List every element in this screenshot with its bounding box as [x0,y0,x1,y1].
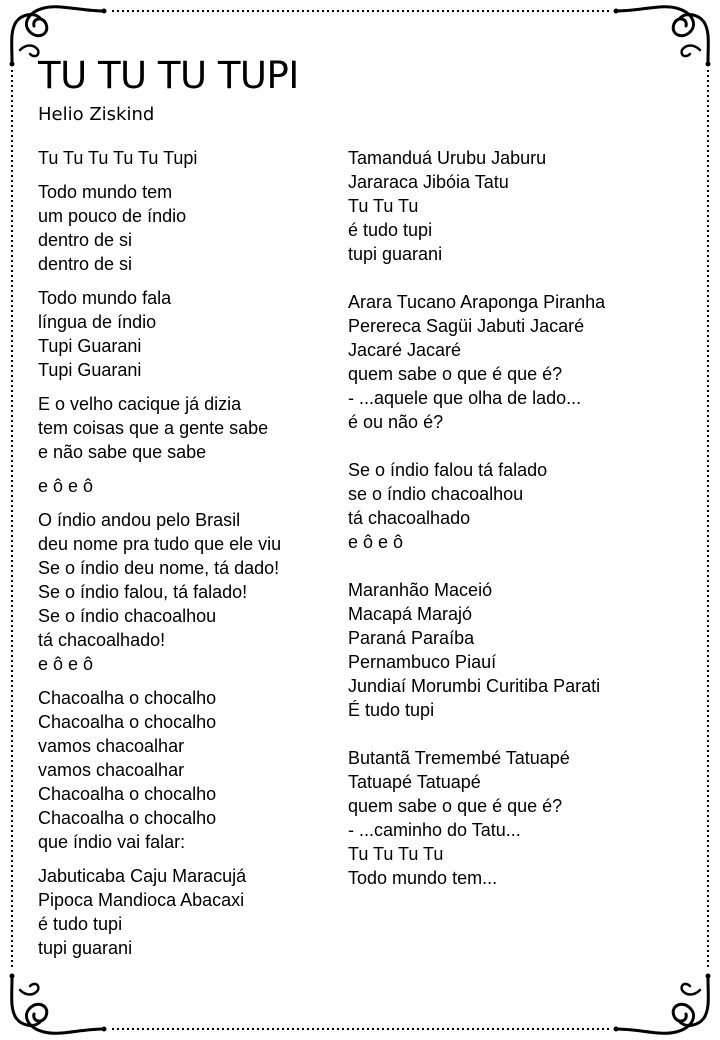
lyric-line: Todo mundo fala [38,288,172,308]
lyric-line: que índio vai falar: [38,832,186,852]
lyrics-stanza [38,392,338,464]
lyric-line: Jararaca Jibóia Tatu [348,172,509,192]
lyric-line: - ...aquele que olha de lado... [348,388,582,408]
lyrics-stanza [38,146,338,170]
lyrics-stanza [348,578,678,722]
lyric-line: vamos chacoalhar [38,760,185,780]
lyric-line: Macapá Marajó [348,604,473,624]
lyric-line: Chacoalha o chocalho [38,688,217,708]
lyric-line: Butantã Tremembé Tatuapé [348,748,570,768]
lyric-line: Se o índio falou, tá falado! [38,582,248,602]
lyric-line: Tupi Guarani [38,360,142,380]
lyric-line: tupi guarani [38,938,133,958]
lyric-line: deu nome pra tudo que ele viu [38,534,282,554]
corner-ornament-top-right [614,7,711,67]
lyrics-stanza [348,746,678,890]
lyrics-stanza [38,864,338,960]
lyric-line: Se o índio falou tá falado [348,460,548,480]
lyric-line: Paraná Paraíba [348,628,475,648]
lyric-line: E o velho cacique já dizia [38,394,242,414]
lyric-line: Jundiaí Morumbi Curitiba Parati [348,676,601,696]
lyric-line: e ô e ô [38,654,94,674]
lyric-line: língua de índio [38,312,157,332]
lyric-line: Maranhão Maceió [348,580,493,600]
lyric-line: Tatuapé Tatuapé [348,772,481,792]
lyric-line: Tu Tu Tu Tu [348,844,444,864]
lyric-line: Jabuticaba Caju Maracujá [38,866,247,886]
lyric-line: tem coisas que a gente sabe [38,418,269,438]
corner-ornament-bottom-left [10,974,107,1034]
lyric-line: Tu Tu Tu [348,196,419,216]
lyric-line: e ô e ô [348,532,404,552]
lyrics-stanza [348,458,678,554]
lyric-line: É tudo tupi [348,700,435,720]
lyric-line: Tupi Guarani [38,336,142,356]
lyric-line: Pernambuco Piauí [348,652,497,672]
lyrics-left-column [38,146,338,960]
lyrics-stanza [38,180,338,276]
lyric-line: Se o índio deu nome, tá dado! [38,558,280,578]
lyrics-stanza [38,508,338,676]
song-author: Helio Ziskind [38,104,155,125]
lyric-line: é ou não é? [348,412,444,432]
lyrics-right-column [348,146,678,890]
lyric-line: tupi guarani [348,244,443,264]
lyric-line: tá chacoalhado [348,508,471,528]
lyric-line: Jacaré Jacaré [348,340,462,360]
lyric-line: dentro de si [38,230,133,250]
lyrics-stanza [348,146,678,266]
lyric-line: quem sabe o que é que é? [348,364,563,384]
lyrics-stanza [38,286,338,382]
lyric-line: Tu Tu Tu Tu Tu Tupi [38,148,198,168]
lyric-line: Todo mundo tem... [348,868,498,888]
lyric-line: Tamanduá Urubu Jaburu [348,148,547,168]
lyric-line: Chacoalha o chocalho [38,712,217,732]
lyric-line: Chacoalha o chocalho [38,808,217,828]
corner-ornament-bottom-right [614,974,711,1034]
lyric-line: Se o índio chacoalhou [38,606,217,626]
lyric-line: Perereca Sagüi Jabuti Jacaré [348,316,585,336]
lyric-line: e ô e ô [38,476,94,496]
song-title: TU TU TU TUPI [38,54,299,97]
lyric-line: é tudo tupi [348,220,433,240]
lyric-line: Chacoalha o chocalho [38,784,217,804]
lyric-line: se o índio chacoalhou [348,484,524,504]
lyric-line: Pipoca Mandioca Abacaxi [38,890,245,910]
lyric-line: vamos chacoalhar [38,736,185,756]
lyric-line: quem sabe o que é que é? [348,796,563,816]
lyric-line: Arara Tucano Araponga Piranha [348,292,606,312]
lyric-line: O índio andou pelo Brasil [38,510,241,530]
lyric-line: Todo mundo tem [38,182,173,202]
lyrics-stanza [38,474,338,498]
lyric-line: é tudo tupi [38,914,123,934]
lyric-line: tá chacoalhado! [38,630,166,650]
lyrics-stanza [348,290,678,434]
lyric-line: dentro de si [38,254,133,274]
lyric-line: - ...caminho do Tatu... [348,820,521,840]
lyrics-stanza [38,686,338,854]
lyric-line: e não sabe que sabe [38,442,207,462]
lyric-line: um pouco de índio [38,206,187,226]
